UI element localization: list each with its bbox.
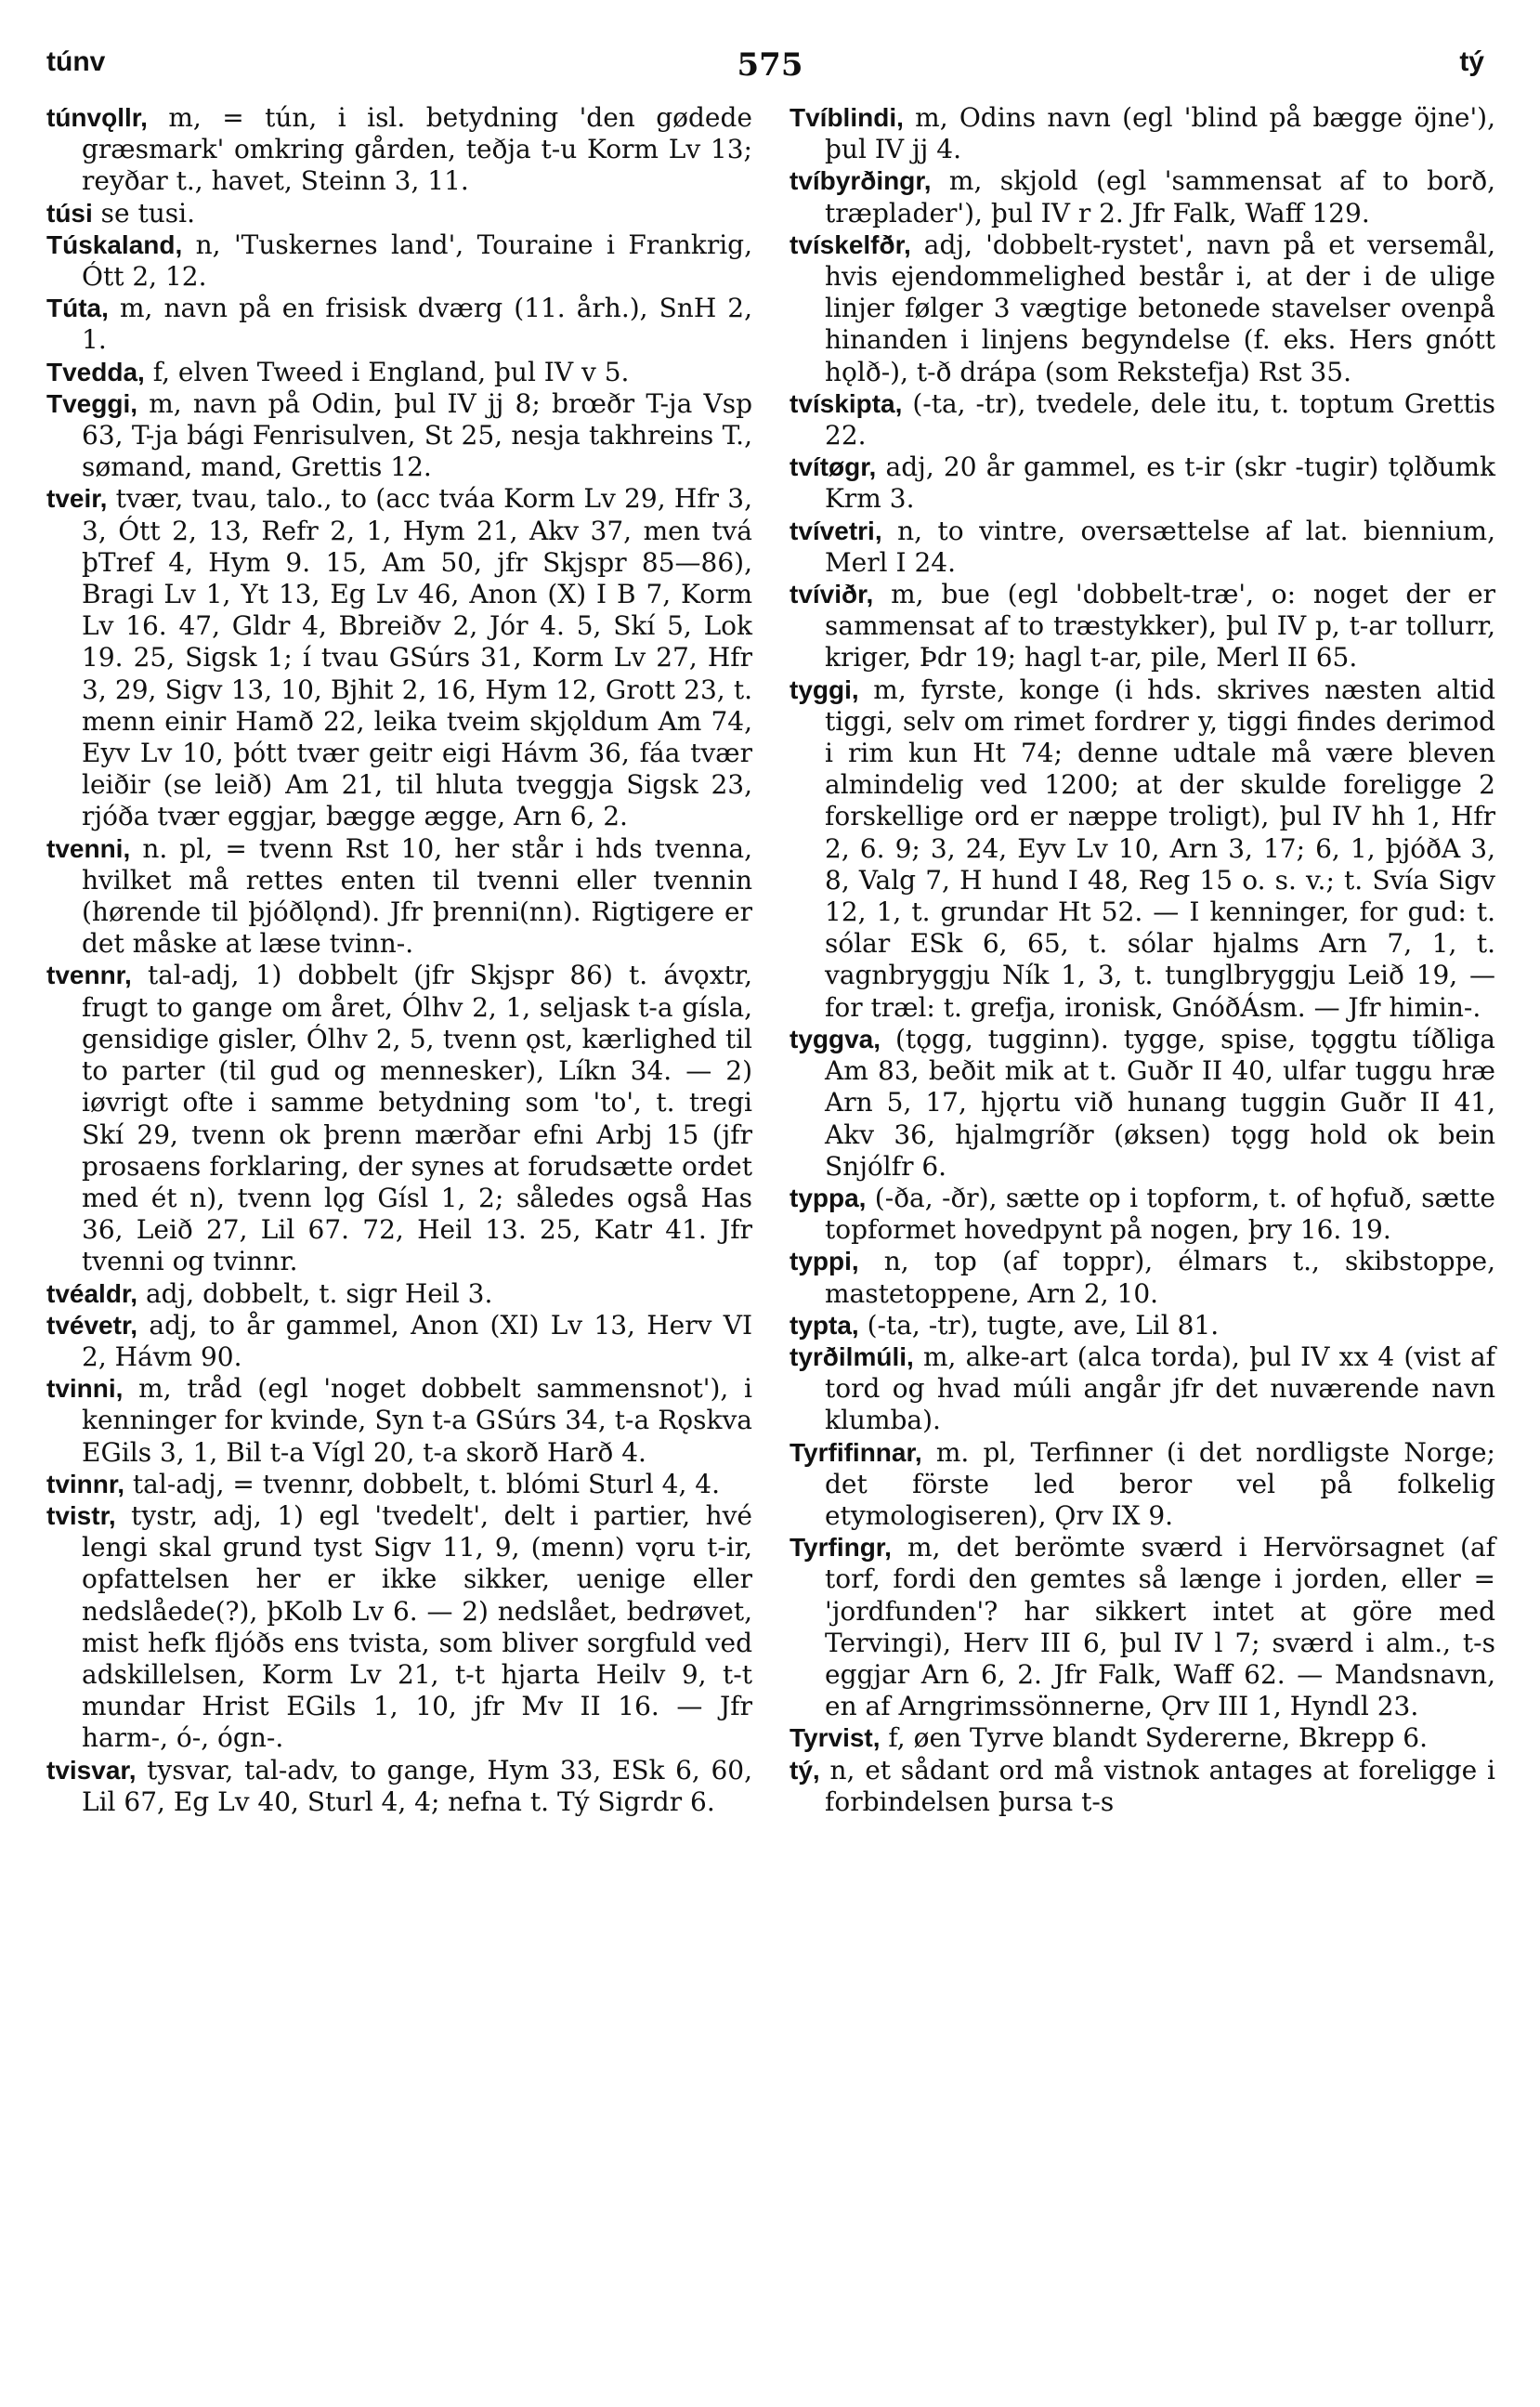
- entry-headword: Túta,: [46, 294, 109, 323]
- entry-headword: Tyrfifinnar,: [790, 1437, 922, 1467]
- entry-definition: tal-adj, = tvennr, dobbelt, t. blómi Sturl 4, 4.: [124, 1468, 720, 1499]
- dictionary-entry: [46, 483, 761, 832]
- entry-headword: Tvedda,: [46, 357, 145, 386]
- dictionary-entry: [790, 1436, 1504, 1533]
- entry-definition: (tǫgg, tugginn). tygge, spise, tǫggtu tíðliga Am 83, beðit mik at t. Guðr II 40, ulfar tuggu hræ Arn 5, 17, hjǫrtu við hunang tuggin Guðr II 41, Akv 36, hjalmgríðr (øksen) tǫgg hold ok bein Snjólfr 6.: [825, 1023, 1504, 1182]
- dictionary-entry: [46, 1754, 761, 1818]
- entry-headword: Tyrfingr,: [790, 1533, 892, 1563]
- right-column: [790, 102, 1504, 1818]
- dictionary-entry: [46, 198, 752, 229]
- entry-headword: Túskaland,: [46, 229, 183, 259]
- entry-definition: adj, 20 år gammel, es t-ir (skr -tugir) tǫlðumk Krm 3.: [825, 451, 1504, 515]
- dictionary-entry: [46, 1499, 761, 1755]
- entry-headword: tvinnr,: [46, 1469, 125, 1498]
- entry-headword: tvítøgr,: [790, 452, 877, 482]
- entry-definition: (-ða, -ðr), sætte op i topform, t. of hǫfuð, sætte topformet hovedpynt på nogen, þry 16. 19.: [825, 1182, 1504, 1246]
- entry-headword: tý,: [790, 1755, 820, 1785]
- entry-definition: tvær, tvau, talo., to (acc tváa Korm Lv 29, Hfr 3, 3, Ótt 2, 13, Refr 2, 1, Hym 21, Akv 37, men tvá þTref 4, Hym 9. 15, Am 50, jfr Skjspr 85—86), Bragi Lv 1, Yt 13, Eg Lv 46, Anon (X) I B 7, Korm Lv 16. 47, Gldr 4, Bbreiðv 2, Jór 4. 5, Skí 5, Lok 19. 25, Sigsk 1; í tvau GSúrs 31, Korm Lv 27, Hfr 3, 29, Sigv 13, 10, Bjhit 2, 16, Hym 12, Grott 23, t. menn einir Hamð 22, leika tveim skjǫldum Am 74, Eyv Lv 10, þótt tvær geitr eigi Hávm 36, fáa tvær leiðir (se leið) Am 21, til hluta tveggja Sigsk 23, rjóða tvær eggjar, bægge ægge, Arn 6, 2.: [82, 483, 761, 832]
- entry-definition: m, alke-art (alca torda), þul IV xx 4 (vist af tord og hvad múli angår jfr det nuværende navn klumba).: [825, 1341, 1504, 1436]
- entry-headword: tyggi,: [790, 674, 859, 704]
- dictionary-entry: [790, 515, 1504, 579]
- entry-definition: m, det berömte sværd i Hervörsagnet (af torf, fordi den gemtes så længe i jorden, eller = 'jordfunden'? har sikkert intet at göre med Tervingi), Herv III 6, þul IV l 7; sværd i alm., t-s eggjar Arn 6, 2. Jfr Falk, Waff 62. — Mandsnavn, en af Arngrimssönnerne, Ǫrv III 1, Hyndl 23.: [825, 1532, 1504, 1722]
- page-number: 575: [737, 46, 803, 84]
- dictionary-entry: [790, 1754, 1504, 1818]
- entry-headword: tvisvar,: [46, 1755, 137, 1785]
- entry-headword: tvinni,: [46, 1374, 124, 1404]
- entry-headword: túnvǫllr,: [46, 103, 148, 132]
- dictionary-entry: [790, 451, 1504, 515]
- entry-definition: m, skjold (egl 'sammensat af to borð, træplader'), þul IV r 2. Jfr Falk, Waff 129.: [825, 165, 1504, 229]
- entry-definition: m, navn på Odin, þul IV jj 8; brœðr T-ja Vsp 63, T-ja bági Fenrisulven, St 25, nesja takhreins T., sømand, mand, Grettis 12.: [82, 387, 761, 483]
- header-left-guideword: túnv: [46, 46, 106, 77]
- entry-headword: Tyrvist,: [790, 1723, 881, 1753]
- entry-definition: (-ta, -tr), tvedele, dele itu, t. toptum Grettis 22.: [825, 387, 1504, 451]
- dictionary-entry: [790, 1246, 1504, 1309]
- entry-headword: tyggva,: [790, 1024, 881, 1053]
- header-right-guideword: tý: [1459, 46, 1484, 77]
- entry-headword: tvistr,: [46, 1500, 116, 1530]
- dictionary-entry: [46, 1278, 752, 1310]
- dictionary-entry: [790, 1532, 1504, 1722]
- entry-definition: m, tråd (egl 'noget dobbelt sammensnot'), i kenninger for kvinde, Syn t-a GSúrs 34, t-a Rǫskva EGils 3, 1, Bil t-a Vígl 20, t-a skorð Harð 4.: [82, 1373, 761, 1468]
- left-column: [46, 102, 761, 1818]
- entry-headword: tveir,: [46, 484, 108, 514]
- entry-definition: f, elven Tweed i England, þul IV v 5.: [144, 356, 630, 387]
- entry-definition: m, fyrste, konge (i hds. skrives næsten altid tiggi, selv om rimet fordrer y, tiggi findes derimod i rim kun Ht 74; denne udtale må være bleven almindelig ved 1200; at der skulde foreligge 2 forskellige ord er næppe troligt), þul IV hh 1, Hfr 2, 6. 9; 3, 24, Eyv Lv 10, Arn 3, 17; 6, 1, þjóðA 3, 8, Valg 7, H hund I 48, Reg 15 o. s. v.; t. Svía Sigv 12, 1, t. grundar Ht 52. — I kenninger, for gud: t. sólar ESk 6, 65, t. sólar hjalms Arn 7, 1, t. vagnbryggju Ník 1, 3, t. tunglbryggju Leið 19, — for træl: t. grefja, ironisk, GnóðÁsm. — Jfr himin-.: [825, 674, 1504, 1023]
- entry-definition: m. pl, Terfinner (i det nordligste Norge; det förste led beror vel på folkelig etymologiseren), Ǫrv IX 9.: [825, 1436, 1504, 1531]
- dictionary-entry: [790, 579, 1504, 674]
- entry-definition: adj, dobbelt, t. sigr Heil 3.: [137, 1277, 493, 1309]
- entry-definition: n, et sådant ord må vistnok antages at foreligge i forbindelsen þursa t-s: [819, 1754, 1504, 1817]
- entry-headword: tvennr,: [46, 961, 132, 990]
- entry-headword: túsi: [46, 198, 93, 228]
- dictionary-entry: [46, 293, 761, 356]
- entry-headword: tvískelfðr,: [790, 229, 911, 259]
- dictionary-entry: [790, 674, 1504, 1024]
- entry-headword: tyrðilmúli,: [790, 1341, 914, 1371]
- dictionary-entry: [46, 357, 752, 388]
- entry-definition: m, = tún, i isl. betydning 'den gødede græsmark' omkring gården, teðja t-u Korm Lv 13; reyðar t., havet, Steinn 3, 11.: [82, 102, 761, 197]
- entry-definition: m, bue (egl 'dobbelt-træ', o: noget der er sammensat af to træstykker), þul IV p, t-ar tollurr, kriger, Þdr 19; hagl t-ar, pile, Merl II 65.: [825, 579, 1504, 674]
- entry-headword: tvéaldr,: [46, 1278, 138, 1308]
- dictionary-entry: [46, 387, 761, 484]
- dictionary-entry: [790, 102, 1504, 165]
- entry-headword: tvívetri,: [790, 516, 882, 545]
- entry-headword: typpa,: [790, 1183, 867, 1212]
- dictionary-entry: [790, 229, 1504, 388]
- entry-headword: Tvíblindi,: [790, 103, 904, 132]
- entry-definition: adj, 'dobbelt-rystet', navn på et versemål, hvis ejendommelighed består i, at der i de ulige linjer følger 3 vægtige betonede stavelser ovenpå hinanden i linjens begyndelse (f. eks. Hers gnótt hǫlð-), t-ð drápa (som Rekstefja) Rst 35.: [825, 229, 1504, 387]
- entry-definition: f, øen Tyrve blandt Sydererne, Bkrepp 6.: [880, 1722, 1429, 1754]
- entry-definition: n, to vintre, oversættelse af lat. biennium, Merl I 24.: [825, 515, 1504, 578]
- dictionary-entry: [790, 1182, 1504, 1246]
- entry-headword: tvíbyrðingr,: [790, 166, 932, 196]
- entry-headword: tvíviðr,: [790, 580, 874, 609]
- entry-headword: typta,: [790, 1310, 859, 1340]
- dictionary-entry: [790, 1310, 1495, 1341]
- text-columns: [46, 102, 1504, 1818]
- entry-definition: m, navn på en frisisk dværg (11. årh.), SnH 2, 1.: [82, 293, 761, 356]
- entry-definition: tystr, adj, 1) egl 'tvedelt', delt i partier, hvé lengi skal grund tyst Sigv 11, 9, (menn) vǫru t-ir, opfattelsen her er ikke sikker, uenige eller nedslåede(?), þKolb Lv 6. — 2) nedslået, bedrøvet, mist hefk fljóðs ens tvista, som bliver sorgfuld ved adskillelsen, Korm Lv 21, t-t hjarta Heilv 9, t-t mundar Hrist EGils 1, 10, jfr Mv II 16. — Jfr harm-, ó-, ógn-.: [82, 1499, 761, 1754]
- dictionary-entry: [790, 387, 1504, 451]
- entry-definition: n, top (af toppr), élmars t., skibstoppe, mastetoppene, Arn 2, 10.: [825, 1246, 1504, 1309]
- dictionary-entry: [790, 1023, 1504, 1183]
- dictionary-entry: [46, 1309, 761, 1373]
- entry-definition: n. pl, = tvenn Rst 10, her står i hds tvenna, hvilket må rettes enten til tvenni eller tvennin (hørende til þjóðlǫnd). Jfr þrenni(nn). Rigtigere er det måske at læse tvinn-.: [82, 832, 761, 960]
- entry-definition: tal-adj, 1) dobbelt (jfr Skjspr 86) t. ávǫxtr, frugt to gange om året, Ólhv 2, 1, seljask t-a gísla, gensidige gisler, Ólhv 2, 5, tvenn ǫst, kærlighed til to parter (til gud og mennesker), Líkn 34. — 2) iøvrigt ofte i samme betydning som 'to', t. tregi Skí 29, tvenn ok þrenn mærðar efni Arbj 15 (jfr prosaens forklaring, der synes at forudsætte ordet med ét n), tvenn lǫg Gísl 1, 2; således også Has 36, Leið 27, Lil 67. 72, Heil 13. 25, Katr 41. Jfr tvenni og tvinnr.: [82, 960, 761, 1277]
- dictionary-entry: [790, 165, 1504, 229]
- dictionary-entry: [46, 1469, 752, 1500]
- entry-definition: tysvar, tal-adv, to gange, Hym 33, ESk 6, 60, Lil 67, Eg Lv 40, Sturl 4, 4; nefna t. Tý Sigrdr 6.: [82, 1754, 761, 1817]
- entry-definition: se tusi.: [92, 197, 196, 229]
- dictionary-entry: [46, 102, 761, 198]
- entry-headword: tvévetr,: [46, 1310, 138, 1340]
- entry-headword: tvískipta,: [790, 388, 903, 418]
- dictionary-entry: [790, 1722, 1495, 1754]
- dictionary-entry: [46, 960, 761, 1277]
- entry-definition: m, Odins navn (egl 'blind på bægge öjne'), þul IV jj 4.: [825, 102, 1504, 165]
- entry-headword: Tveggi,: [46, 388, 138, 418]
- dictionary-entry: [46, 229, 761, 293]
- entry-definition: n, 'Tuskernes land', Touraine i Frankrig, Ótt 2, 12.: [82, 229, 761, 293]
- entry-definition: adj, to år gammel, Anon (XI) Lv 13, Herv VI 2, Hávm 90.: [82, 1309, 761, 1372]
- dictionary-entry: [790, 1341, 1504, 1437]
- running-head: [46, 46, 1494, 91]
- entry-headword: typpi,: [790, 1247, 859, 1276]
- dictionary-entry: [46, 832, 761, 961]
- entry-headword: tvenni,: [46, 833, 131, 863]
- entry-definition: (-ta, -tr), tugte, ave, Lil 81.: [858, 1309, 1220, 1341]
- dictionary-entry: [46, 1373, 761, 1469]
